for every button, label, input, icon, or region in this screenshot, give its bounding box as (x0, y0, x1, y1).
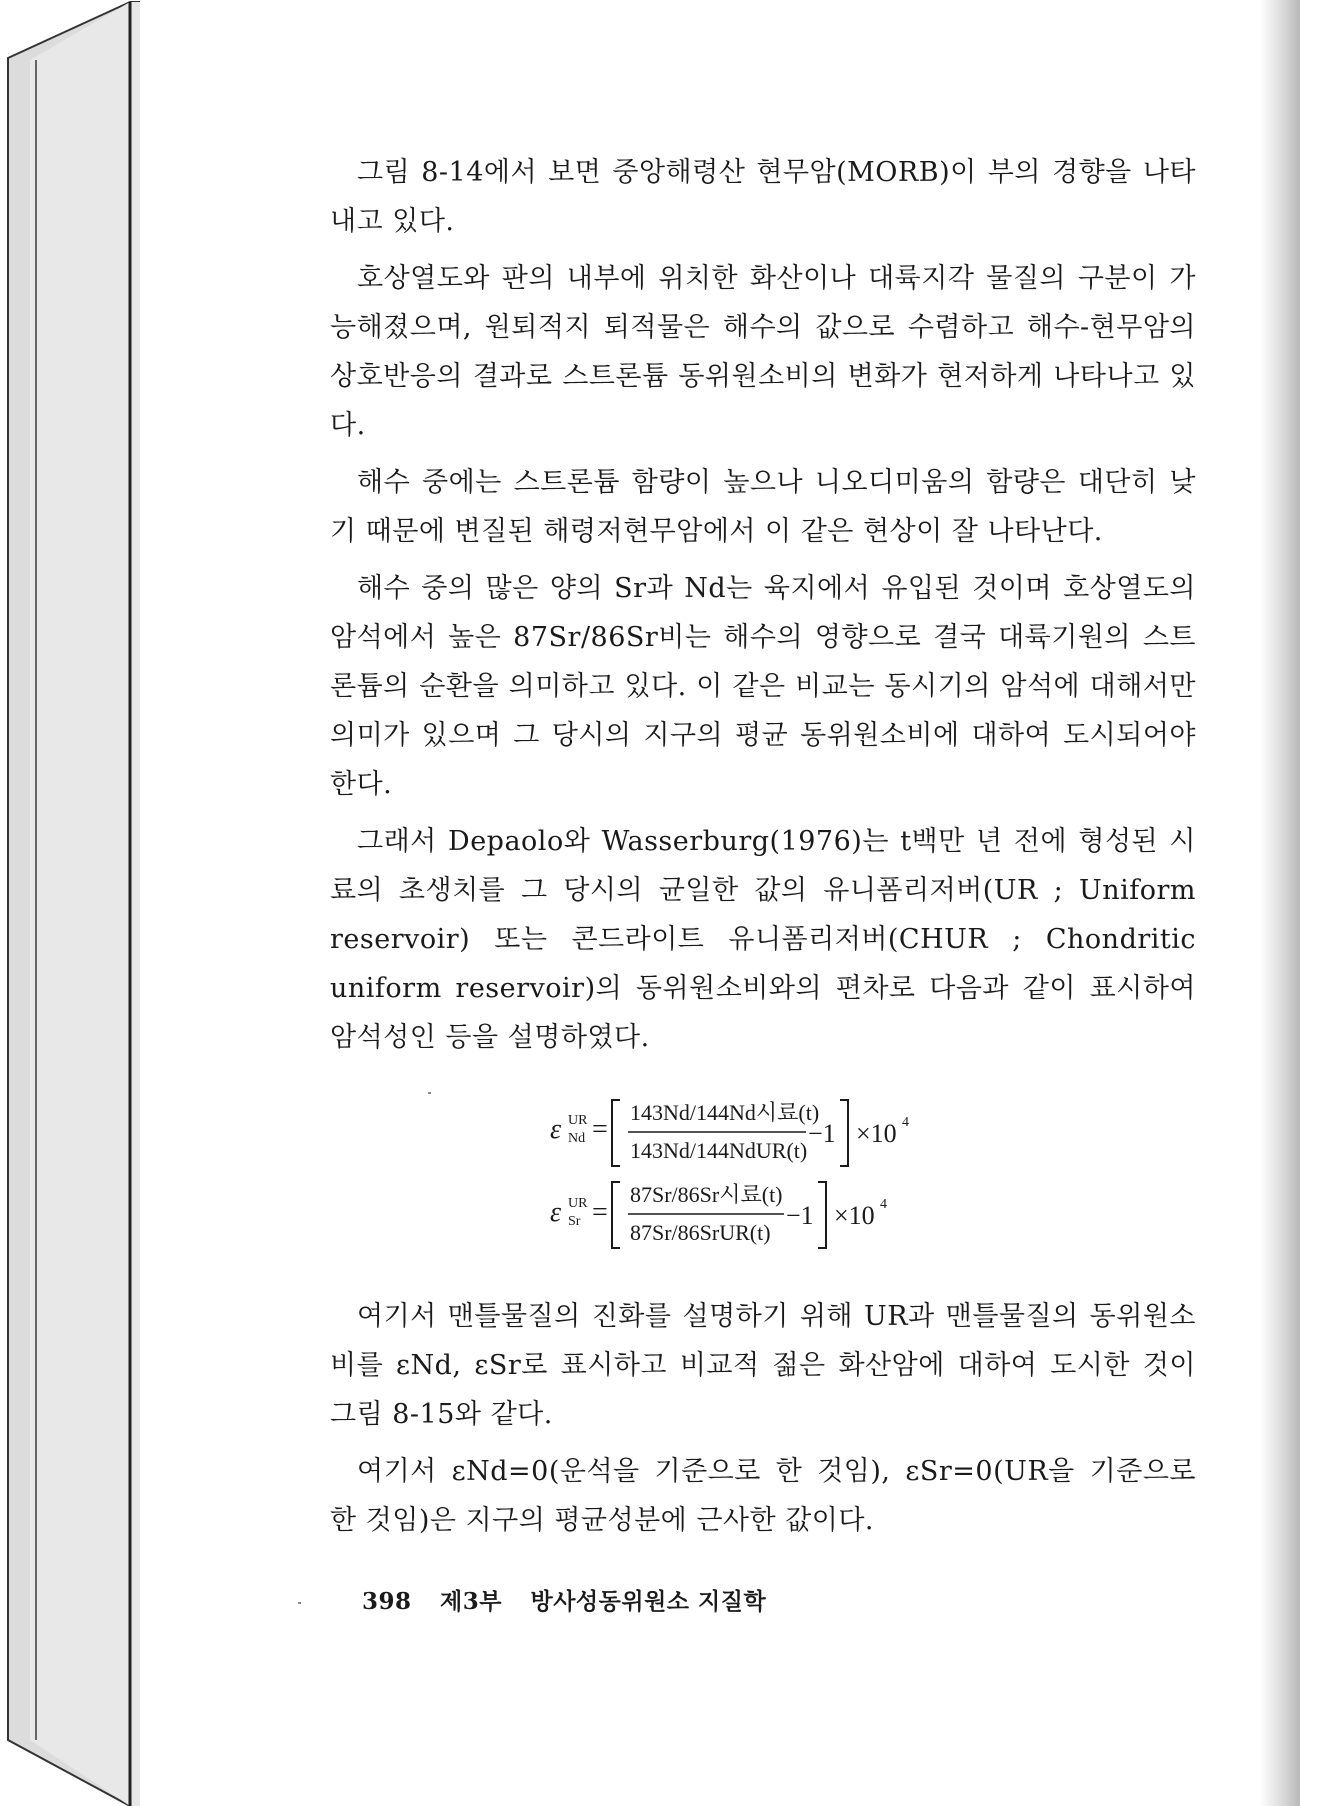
epsilon-nd-sub: Nd (568, 1131, 586, 1146)
body-text-after-formula (330, 1292, 1196, 1553)
paragraph-6: 여기서 맨틀물질의 진화를 설명하기 위해 UR과 맨틀물질의 동위원소비를 εNd, εSr로 표시하고 비교적 젊은 화산암에 대하여 도시한 것이 그림 8-15와 같다. (330, 1301, 1196, 1430)
nd-times-ten: ×10 (856, 1119, 897, 1148)
sr-power: 4 (880, 1197, 887, 1212)
book-spine (0, 0, 140, 1806)
epsilon-sr-sub: Sr (568, 1214, 581, 1229)
paragraph-5: 그래서 Depaolo와 Wasserburg(1976)는 t백만 년 전에 형성된 시료의 초생치를 그 당시의 균일한 값의 유니폼리저버(UR ; Uniform reservoir) 또는 콘드라이트 유니폼리저버(CHUR ; Chondritic uniform reservoir)의 동위원소비와의 편차로 다음과 같이 표시하여 암석성인 등을 설명하였다. (330, 826, 1196, 1053)
epsilon-nd-symbol: ε (550, 1114, 562, 1145)
paragraph-1: 그림 8-14에서 보면 중앙해령산 현무암(MORB)이 부의 경향을 나타내고 있다. (330, 157, 1196, 237)
sr-denominator: 87Sr/86SrUR(t) (630, 1220, 771, 1245)
epsilon-sr-sup: UR (568, 1196, 588, 1211)
nd-minus-one: −1 (808, 1119, 836, 1148)
nd-numerator: 143Nd/144Nd시료(t) (630, 1100, 820, 1125)
sr-minus-one: −1 (786, 1201, 814, 1230)
paragraph-7: 여기서 εNd=0(운석을 기준으로 한 것임), εSr=0(UR을 기준으로 한 것임)은 지구의 평균성분에 근사한 값이다. (330, 1456, 1196, 1536)
nd-denominator: 143Nd/144NdUR(t) (630, 1138, 808, 1163)
svg-text:=: = (592, 1114, 608, 1145)
svg-text:=: = (592, 1197, 608, 1228)
sr-numerator: 87Sr/86Sr시료(t) (630, 1182, 783, 1207)
sr-times-ten: ×10 (834, 1201, 875, 1230)
paragraph-2: 호상열도와 판의 내부에 위치한 화산이나 대륙지각 물질의 구분이 가능해졌으며, 원퇴적지 퇴적물은 해수의 값으로 수렴하고 해수-현무암의 상호반응의 결과로 스트론튬 동위원소비의 변화가 현저하게 나타나고 있다. (330, 263, 1196, 441)
page-number: 398 (362, 1588, 412, 1615)
epsilon-nd-sup: UR (568, 1113, 588, 1128)
epsilon-formula (550, 1086, 1000, 1256)
nd-power: 4 (902, 1115, 909, 1130)
body-text (330, 148, 1196, 1070)
page-footer (362, 1583, 786, 1616)
part-label: 제3부 (440, 1588, 502, 1615)
paragraph-3: 해수 중에는 스트론튬 함량이 높으나 니오디미움의 함량은 대단히 낮기 때문에 변질된 해령저현무암에서 이 같은 현상이 잘 나타난다. (330, 467, 1196, 547)
scan-speck (428, 1092, 431, 1094)
book-title: 방사성동위원소 지질학 (530, 1588, 767, 1615)
paragraph-4: 해수 중의 많은 양의 Sr과 Nd는 육지에서 유입된 것이며 호상열도의 암석에서 높은 87Sr/86Sr비는 해수의 영향으로 결국 대륙기원의 스트론튬의 순환을 의미하고 있다. 이 같은 비교는 동시기의 암석에 대해서만 의미가 있으며 그 당시의 지구의 평균 동위원소비에 대하여 도시되어야 한다. (330, 573, 1196, 800)
epsilon-sr-symbol: ε (550, 1197, 562, 1228)
scan-speck (298, 1602, 301, 1604)
page-edge-shadow (1260, 0, 1300, 1806)
